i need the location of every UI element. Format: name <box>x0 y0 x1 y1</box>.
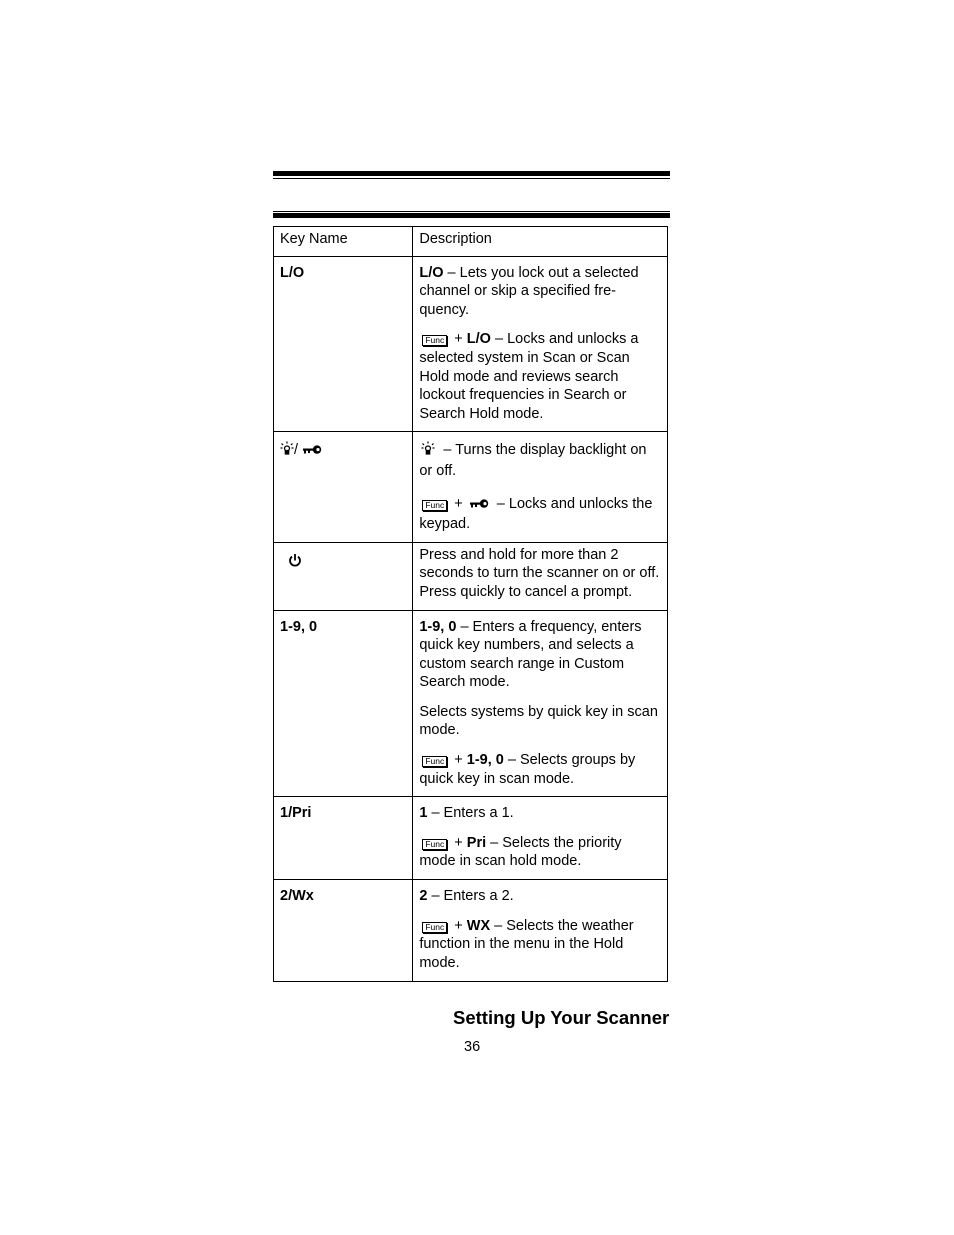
desc-paragraph <box>419 804 661 823</box>
desc-paragraph <box>419 618 661 692</box>
table-row <box>274 432 668 542</box>
desc-paragraph <box>419 703 661 740</box>
bold-key: WX <box>466 917 491 934</box>
bold-key: L/O <box>466 331 491 348</box>
key-description-table <box>273 226 668 982</box>
desc-text: – Lets you lock out a selected channel or skip a specified fre-quency. <box>419 264 639 318</box>
desc-lo <box>413 256 668 432</box>
desc-paragraph <box>419 495 661 534</box>
desc-text: – Locks and unlocks a selected system in Scan or Scan Hold mode and reviews search lockout frequencies in Search or Search Hold mode. <box>419 331 639 422</box>
section-title: Setting Up Your Scanner <box>453 1007 670 1028</box>
table-row <box>274 256 668 432</box>
bold-key: 1 <box>419 805 428 822</box>
bold-key: 1-9, 0 <box>419 618 457 635</box>
key-1-pri: 1/Pri <box>274 797 413 880</box>
table-header-row <box>274 227 668 257</box>
bold-key: 1-9, 0 <box>466 752 504 769</box>
bold-key: 2 <box>419 888 428 905</box>
desc-text: – Selects the weather function in the menu in the Hold mode. <box>419 917 634 971</box>
desc-text: Selects systems by quick key in scan mode. <box>419 703 658 739</box>
desc-paragraph <box>419 264 661 320</box>
bold-key: Pri <box>466 834 487 851</box>
desc-text: – Locks and unlocks the keypad. <box>419 495 653 533</box>
desc-backlight-keylock <box>413 432 668 542</box>
key-digits: 1-9, 0 <box>274 610 413 797</box>
plus-sign: + <box>450 917 467 934</box>
desc-text: – Enters a frequency, enters quick key numbers, and selects a custom search range in Custom Search mode. <box>419 618 642 691</box>
desc-text: – Selects the priority mode in scan hold mode. <box>419 834 622 870</box>
key-power <box>274 542 413 610</box>
key-backlight-keylock <box>274 432 413 542</box>
desc-paragraph <box>419 441 661 480</box>
desc-digits <box>413 610 668 797</box>
desc-paragraph <box>419 887 661 906</box>
desc-paragraph <box>419 546 661 602</box>
func-key-icon: Func <box>422 335 447 346</box>
plus-sign: + <box>450 834 467 851</box>
desc-text: Press and hold for more than 2 seconds to turn the scanner on or off. Press quickly to cancel a prompt. <box>419 546 660 600</box>
key-lock-icon <box>302 443 324 462</box>
header-key-name: Key Name <box>274 227 413 257</box>
header-description: Description <box>413 227 668 257</box>
table-rule-thick <box>273 213 670 218</box>
plus-sign: + <box>450 495 467 512</box>
desc-paragraph <box>419 751 661 788</box>
bold-key: L/O <box>419 264 444 281</box>
desc-text: – Enters a 2. <box>427 888 514 905</box>
table-row <box>274 610 668 797</box>
key-2-wx: 2/Wx <box>274 880 413 982</box>
func-key-icon: Func <box>422 922 447 933</box>
table-row <box>274 542 668 610</box>
table-row <box>274 880 668 982</box>
key-lo: L/O <box>274 256 413 432</box>
table-row <box>274 797 668 880</box>
table-rule-thin <box>273 211 670 212</box>
desc-paragraph <box>419 330 661 423</box>
light-bulb-icon <box>421 441 435 462</box>
func-key-icon: Func <box>422 500 447 511</box>
header-rule-thin <box>273 178 670 179</box>
plus-sign: + <box>450 752 467 769</box>
desc-text: – Selects groups by quick key in scan mode. <box>419 752 636 787</box>
plus-sign: + <box>450 331 467 348</box>
func-key-icon: Func <box>422 756 447 767</box>
desc-paragraph <box>419 834 661 871</box>
func-key-icon: Func <box>422 839 447 850</box>
light-bulb-icon <box>280 441 294 462</box>
desc-2-wx <box>413 880 668 982</box>
key-lock-icon <box>469 497 491 516</box>
header-rule-thick <box>273 171 670 176</box>
desc-power <box>413 542 668 610</box>
desc-paragraph <box>419 917 661 973</box>
key-separator: / <box>294 442 299 459</box>
desc-text: – Turns the display backlight on or off. <box>419 442 647 479</box>
power-icon <box>288 553 302 574</box>
page-number: 36 <box>464 1039 481 1055</box>
desc-1-pri <box>413 797 668 880</box>
desc-text: – Enters a 1. <box>427 805 514 822</box>
